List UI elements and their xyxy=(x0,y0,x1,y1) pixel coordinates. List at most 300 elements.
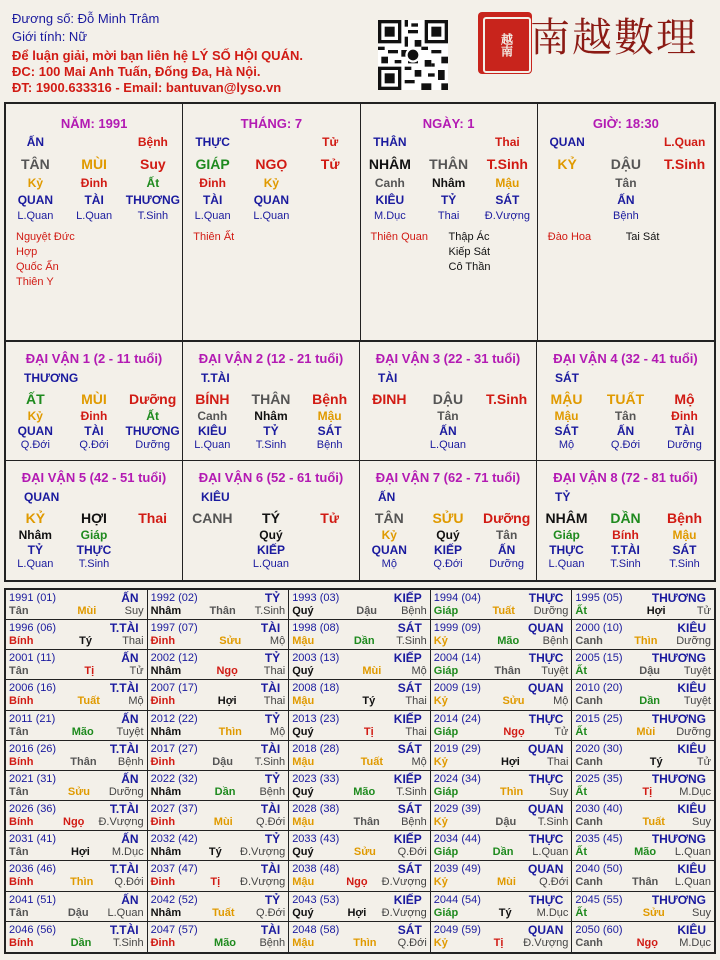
year-cell xyxy=(148,620,290,650)
pillar-stages-cell: L.Quan xyxy=(194,210,231,222)
year-label: 1996 (06) xyxy=(9,622,57,635)
pillar-stem-branch xyxy=(538,153,714,175)
year-detail xyxy=(434,726,569,738)
year-detail xyxy=(151,846,286,858)
year-label: 2012 (22) xyxy=(150,712,198,725)
luck-stem-branch-cell: Mộ xyxy=(674,391,695,407)
year-detail xyxy=(575,695,711,707)
year-detail xyxy=(575,726,711,738)
year-detail xyxy=(292,846,427,858)
luck-hidden-stems-cell: Mậu xyxy=(554,409,579,423)
year-detail xyxy=(292,816,427,828)
year-label: 1991 (01) xyxy=(9,592,57,604)
luck-hidden-stems-cell: Đinh xyxy=(671,409,698,423)
year-stem: Mậu xyxy=(292,755,315,768)
luck-stem-branch-cell: Thai xyxy=(138,510,168,526)
year-detail xyxy=(434,665,569,677)
luck-gods-cell xyxy=(360,424,418,439)
year-stem: Quý xyxy=(292,785,314,798)
pillar-top xyxy=(538,134,714,151)
year-branch: Tý xyxy=(362,695,376,708)
luck-god: SÁT xyxy=(555,371,579,385)
year-stem: Canh xyxy=(575,876,603,889)
year-label: 2019 (29) xyxy=(433,742,481,755)
year-stage: L.Quan xyxy=(107,906,144,919)
year-label: 1999 (09) xyxy=(433,622,481,635)
year-god: T.TÀI xyxy=(109,922,139,937)
luck-stem-branch-cell: Dưỡng xyxy=(128,391,177,407)
year-label: 2046 (56) xyxy=(9,923,57,936)
year-stage: Q.Đới xyxy=(397,936,427,949)
year-cell xyxy=(6,831,148,861)
year-stage: Suy xyxy=(692,816,711,829)
year-cell xyxy=(572,922,714,952)
year-stem: Bính xyxy=(9,876,34,889)
year-detail xyxy=(151,635,286,647)
year-label: 2004 (14) xyxy=(433,652,481,665)
year-god: ẤN xyxy=(121,711,139,726)
pillar-top-cell: Bệnh xyxy=(137,135,168,149)
year-branch: Mão xyxy=(214,936,237,949)
year-detail xyxy=(292,786,427,798)
year-stage: Mộ xyxy=(269,725,286,738)
year-cell xyxy=(6,741,148,771)
year-label: 2001 (11) xyxy=(9,652,56,665)
year-cell xyxy=(289,741,431,771)
luck-hidden-stems xyxy=(6,528,182,543)
year-detail xyxy=(9,726,144,738)
year-branch: Thìn xyxy=(500,785,524,798)
year-stage: Tuyệt xyxy=(116,725,144,738)
year-cell xyxy=(289,831,431,861)
year-cell xyxy=(431,680,573,710)
year-branch: Hợi xyxy=(646,605,666,617)
pillar-top-cell: Thai xyxy=(495,135,520,149)
luck-stem-branch-cell: ẤT xyxy=(25,391,45,407)
pillar-top-cell: THÂN xyxy=(373,135,407,149)
luck-stages-cell: Mộ xyxy=(558,439,575,451)
luck-hidden-stems-cell: Kỷ xyxy=(27,409,43,423)
pillar-gods-cell xyxy=(656,192,714,209)
pillar-hidden-stems-cell: Canh xyxy=(374,176,405,190)
year-stem: Mậu xyxy=(292,876,315,889)
year-label: 2028 (38) xyxy=(292,803,340,816)
major-luck-panel xyxy=(4,342,716,582)
pillar-top-cell xyxy=(65,134,123,151)
luck-hidden-stems-cell: Mậu xyxy=(317,409,342,423)
year-god: QUAN xyxy=(528,741,564,756)
pillar-stars xyxy=(371,230,531,275)
year-cell xyxy=(148,831,290,861)
year-god: ẤN xyxy=(121,892,139,907)
year-stem: Đinh xyxy=(150,635,176,648)
year-stage: Mộ xyxy=(128,695,144,708)
luck-gods-cell: TỶ xyxy=(263,424,279,438)
luck-hidden-stems-cell: Tân xyxy=(614,409,637,423)
person-name: Đương số: Đỗ Minh Trâm xyxy=(12,11,160,26)
year-detail xyxy=(434,907,569,919)
year-god: KIẾP xyxy=(393,832,422,847)
year-stem: Nhâm xyxy=(150,725,182,738)
year-label: 2027 (37) xyxy=(150,803,198,816)
luck-stem-branch-cell: ĐINH xyxy=(372,391,407,407)
year-detail xyxy=(292,635,427,647)
pillar-stages xyxy=(6,209,182,223)
year-stage: Suy xyxy=(124,605,144,617)
year-cell xyxy=(431,741,573,771)
year-stage: Tử xyxy=(696,605,711,617)
year-detail xyxy=(434,635,569,647)
year-god: THỰC xyxy=(528,591,564,605)
year-stem: Mậu xyxy=(292,816,315,829)
pillar-hidden-stems-cell: Tân xyxy=(615,176,637,190)
year-detail xyxy=(575,876,711,888)
year-detail xyxy=(9,816,144,828)
year-stem: Kỷ xyxy=(433,755,448,768)
year-stem: Nhâm xyxy=(150,665,182,678)
year-stage: M.Dục xyxy=(679,785,711,798)
year-cell xyxy=(6,892,148,922)
year-label: 2033 (43) xyxy=(292,833,340,846)
year-cell xyxy=(289,680,431,710)
year-cell xyxy=(572,771,714,801)
year-label: 2041 (51) xyxy=(9,893,57,906)
year-branch: Dậu xyxy=(495,816,517,829)
pillar-hidden-stems-cell: Mậu xyxy=(495,176,520,190)
star-item: Thiên Ất xyxy=(193,231,235,243)
pillar-stem-branch-cell: MÙI xyxy=(81,156,107,172)
luck-hidden-stems-cell: Giáp xyxy=(553,528,580,542)
luck-stages-cell xyxy=(360,439,418,452)
year-cell xyxy=(431,861,573,891)
year-stem: Ất xyxy=(575,605,587,617)
pillar-stages xyxy=(183,209,359,223)
luck-gods-cell xyxy=(301,543,359,558)
year-god: THƯƠNG xyxy=(651,711,706,726)
year-stage: Bệnh xyxy=(117,755,144,768)
year-cell xyxy=(148,892,290,922)
luck-hidden-stems-cell xyxy=(124,528,182,543)
year-stage: Dưỡng xyxy=(533,605,569,617)
year-god: SÁT xyxy=(397,922,422,937)
star-item: Quốc Ấn xyxy=(16,261,59,273)
year-stage: Dưỡng xyxy=(108,785,144,798)
luck-hidden-stems-cell: Ất xyxy=(146,409,159,423)
luck-gods xyxy=(6,424,182,439)
year-cell xyxy=(431,831,573,861)
year-god: QUAN xyxy=(528,621,564,636)
year-branch: Sửu xyxy=(502,695,525,708)
luck-gods-cell: TÀI xyxy=(674,424,695,438)
luck-stem-branch xyxy=(183,508,359,528)
qr-code-icon[interactable] xyxy=(378,20,448,90)
year-stem: Kỷ xyxy=(433,695,448,708)
year-stage: Tuyệt xyxy=(683,695,711,708)
luck-gods-cell: QUAN xyxy=(371,543,407,557)
year-label: 2045 (55) xyxy=(575,893,623,906)
year-cell xyxy=(6,922,148,952)
year-branch: Tuất xyxy=(642,816,665,829)
pillar-hidden-stems-cell xyxy=(301,175,359,192)
year-label: 2018 (28) xyxy=(292,742,340,755)
pillar-stem-branch xyxy=(6,153,182,175)
pillar-gods-cell: TÀI xyxy=(202,193,223,207)
luck-hidden-stems-cell: Giáp xyxy=(80,528,108,542)
year-god: KIẾP xyxy=(393,892,422,907)
year-label: 2015 (25) xyxy=(575,712,623,725)
pillar-hidden-stems xyxy=(6,175,182,192)
year-god: TÀI xyxy=(260,802,281,817)
year-cell xyxy=(289,801,431,831)
pillar-hidden-stems-cell xyxy=(538,175,596,192)
year-detail xyxy=(151,876,286,888)
calligraphy-logo: 南越數理 xyxy=(530,15,698,61)
pillar-stages-cell xyxy=(656,209,714,223)
year-detail xyxy=(151,786,286,798)
year-cell xyxy=(148,650,290,680)
luck-stages xyxy=(6,439,182,452)
pillar-top-cell: L.Quan xyxy=(663,135,706,149)
luck-stages-cell: Mộ xyxy=(381,558,397,570)
luck-stages-cell: L.Quan xyxy=(548,558,585,570)
year-branch: Ngọ xyxy=(503,725,525,738)
pillar-top-cell: QUAN xyxy=(549,135,585,149)
year-detail xyxy=(434,937,569,949)
year-branch: Hợi xyxy=(500,755,520,768)
star-item: Thiên Quan xyxy=(370,231,428,243)
year-stem: Mậu xyxy=(292,635,315,648)
luck-gods-cell: THƯƠNG xyxy=(125,424,180,438)
pillar-stem-branch-cell: DẬU xyxy=(610,156,642,172)
year-detail xyxy=(151,756,286,768)
year-stage: Đ.Vượng xyxy=(381,906,427,919)
luck-stem-branch xyxy=(6,389,182,409)
pillar-stem-branch-cell: Tử xyxy=(320,156,340,172)
year-detail xyxy=(151,816,286,828)
year-cell xyxy=(289,861,431,891)
year-label: 2040 (50) xyxy=(575,863,623,876)
luck-gods xyxy=(537,424,714,439)
pillar-stem-branch-cell: NGỌ xyxy=(255,156,288,172)
pillar-2 xyxy=(361,104,538,340)
year-stem: Nhâm xyxy=(150,785,182,798)
year-god: T.TÀI xyxy=(109,802,139,817)
year-label: 2032 (42) xyxy=(150,833,198,846)
year-god: TÀI xyxy=(260,741,281,756)
luck-gods-cell: THỰC xyxy=(76,543,112,557)
pillar-stages-cell: M.Dục xyxy=(373,210,406,222)
year-stem: Ất xyxy=(575,785,587,798)
year-god: THỰC xyxy=(528,892,564,907)
year-branch: Sửu xyxy=(353,846,376,859)
year-stage: Bệnh xyxy=(542,635,569,648)
year-stem: Tân xyxy=(9,846,29,859)
luck-gods xyxy=(360,424,536,439)
year-label: 2050 (60) xyxy=(575,923,623,936)
year-stem: Quý xyxy=(292,846,314,859)
year-god: THỰC xyxy=(528,711,564,726)
luck-hidden-stems-cell xyxy=(301,528,359,543)
luck-stages-cell: Q.Đới xyxy=(610,439,641,451)
year-branch: Mùi xyxy=(77,605,97,617)
year-god: KIÊU xyxy=(677,741,706,756)
luck-stem-branch-cell: THÂN xyxy=(251,391,291,407)
luck-stem-branch-cell: Bệnh xyxy=(312,391,348,407)
year-stem: Nhâm xyxy=(150,605,182,617)
year-stem: Đinh xyxy=(150,816,176,829)
year-god: KIÊU xyxy=(677,922,706,937)
year-stage: T.Sinh xyxy=(396,635,427,648)
year-detail xyxy=(575,786,711,798)
luck-period-7 xyxy=(360,461,537,580)
star-item: Kiếp Sát xyxy=(448,246,491,258)
pillar-gods-cell: TÀI xyxy=(84,193,104,207)
luck-gods xyxy=(6,543,182,558)
luck-stages-cell: Q.Đới xyxy=(433,558,463,570)
year-label: 2031 (41) xyxy=(9,833,57,846)
luck-stages xyxy=(183,558,359,571)
year-cell xyxy=(148,801,290,831)
luck-hidden-stems-cell: Canh xyxy=(197,409,228,423)
year-god: TỶ xyxy=(264,892,281,907)
year-detail xyxy=(151,695,286,707)
year-label: 2014 (24) xyxy=(433,712,481,725)
year-cell xyxy=(572,861,714,891)
pillar-top xyxy=(6,134,182,151)
year-stem: Canh xyxy=(575,755,603,768)
year-branch: Thân xyxy=(70,755,97,768)
year-label: 2009 (19) xyxy=(433,682,481,695)
luck-stages-cell: T.Sinh xyxy=(610,558,641,570)
year-branch: Dậu xyxy=(67,906,89,919)
luck-title: ĐẠI VẬN 4 (32 - 41 tuổi) xyxy=(553,351,698,366)
year-label: 2023 (33) xyxy=(292,772,340,785)
year-cell xyxy=(148,922,290,952)
year-detail xyxy=(434,816,569,828)
luck-hidden-stems xyxy=(360,409,536,424)
pillar-stem-branch-cell: Suy xyxy=(140,156,166,172)
year-detail xyxy=(575,846,711,858)
pillar-top-cell xyxy=(597,134,655,151)
luck-stages-cell: Dưỡng xyxy=(667,439,702,451)
luck-stages-cell: Q.Đới xyxy=(20,439,50,451)
year-stem: Tân xyxy=(9,785,29,798)
luck-stages-cell xyxy=(301,558,359,571)
year-stage: T.Sinh xyxy=(113,936,144,949)
year-label: 2010 (20) xyxy=(575,682,623,695)
luck-gods-cell: QUAN xyxy=(17,424,53,438)
luck-hidden-stems-cell: Nhâm xyxy=(254,409,288,423)
luck-stem-branch-cell: Tử xyxy=(320,510,339,526)
year-stem: Tân xyxy=(9,906,29,919)
year-detail xyxy=(9,786,144,798)
year-god: ẤN xyxy=(121,771,139,786)
luck-hidden-stems xyxy=(6,409,182,424)
year-cell xyxy=(6,650,148,680)
pillar-top xyxy=(183,134,359,151)
year-detail xyxy=(151,665,286,677)
pillar-stem-branch xyxy=(361,153,537,175)
year-detail xyxy=(9,756,144,768)
year-stem: Canh xyxy=(575,695,603,708)
pillar-hidden-stems-cell: Đinh xyxy=(80,176,108,190)
year-stage: Q.Đới xyxy=(255,906,286,919)
year-god: SÁT xyxy=(397,862,422,877)
year-label: 2020 (30) xyxy=(575,742,623,755)
year-stage: Thai xyxy=(546,755,569,768)
year-label: 2022 (32) xyxy=(150,772,198,785)
pillar-stars xyxy=(548,230,708,245)
seal-text: 越南 xyxy=(499,33,514,57)
luck-stem-branch-cell: TÂN xyxy=(374,510,404,526)
pillar-title: GIỜ: 18:30 xyxy=(592,116,659,131)
year-god: TÀI xyxy=(260,621,281,636)
year-god: KIẾP xyxy=(393,651,422,666)
luck-period-6 xyxy=(183,461,360,580)
luck-gods xyxy=(537,543,714,558)
year-god: KIÊU xyxy=(677,621,706,636)
pillar-gods-cell: KIÊU xyxy=(375,193,405,207)
year-stage: Thai xyxy=(263,665,286,678)
luck-gods-cell: SÁT xyxy=(554,424,579,438)
year-label: 2034 (44) xyxy=(433,833,481,846)
year-label: 2035 (45) xyxy=(575,833,623,846)
luck-stem-branch-cell: T.Sinh xyxy=(486,391,528,407)
year-stem: Mậu xyxy=(292,695,315,708)
year-stage: Tuyệt xyxy=(541,665,569,678)
luck-stages-cell: T.Sinh xyxy=(78,558,110,570)
luck-stages-cell: L.Quan xyxy=(194,439,231,451)
luck-stages xyxy=(6,558,182,571)
year-stage: Thai xyxy=(122,635,144,648)
year-stage: Đ.Vượng xyxy=(240,846,286,859)
luck-gods-cell xyxy=(183,543,241,558)
year-stem: Giáp xyxy=(433,605,459,617)
pillar-title: NĂM: 1991 xyxy=(60,116,128,131)
year-branch: Dậu xyxy=(356,605,378,617)
luck-gods xyxy=(183,424,359,439)
luck-stages-cell xyxy=(183,558,241,571)
pillar-top-cell: THỰC xyxy=(195,135,230,149)
year-stage: Q.Đới xyxy=(114,876,144,889)
year-branch: Tuất xyxy=(360,755,384,768)
year-god: ẤN xyxy=(121,832,139,847)
year-cell xyxy=(6,801,148,831)
year-stage: Bệnh xyxy=(401,816,427,829)
year-god: SÁT xyxy=(397,741,422,756)
year-stem: Mậu xyxy=(292,936,315,949)
year-god: T.TÀI xyxy=(109,681,139,696)
luck-gods-cell: THỰC xyxy=(549,543,584,557)
luck-period-4 xyxy=(537,342,714,461)
year-branch: Dậu xyxy=(639,665,661,678)
luck-stages-cell: Bệnh xyxy=(316,439,343,451)
year-branch: Mão xyxy=(634,846,657,859)
year-cell xyxy=(289,650,431,680)
pillar-stages-cell: Thai xyxy=(437,210,460,222)
star-item: Nguyệt Đức Hợp xyxy=(16,231,75,258)
year-detail xyxy=(434,756,569,768)
year-stage: Q.Đới xyxy=(397,846,427,859)
luck-stem-branch xyxy=(183,389,359,409)
pillar-stars xyxy=(193,230,353,245)
luck-gods-cell xyxy=(124,543,182,558)
pillar-hidden-stems-cell: Kỷ xyxy=(27,176,44,190)
pillar-hidden-stems xyxy=(361,175,537,192)
luck-period-3 xyxy=(360,342,537,461)
luck-hidden-stems xyxy=(537,528,714,543)
star-item: Thập Ác xyxy=(448,231,490,243)
